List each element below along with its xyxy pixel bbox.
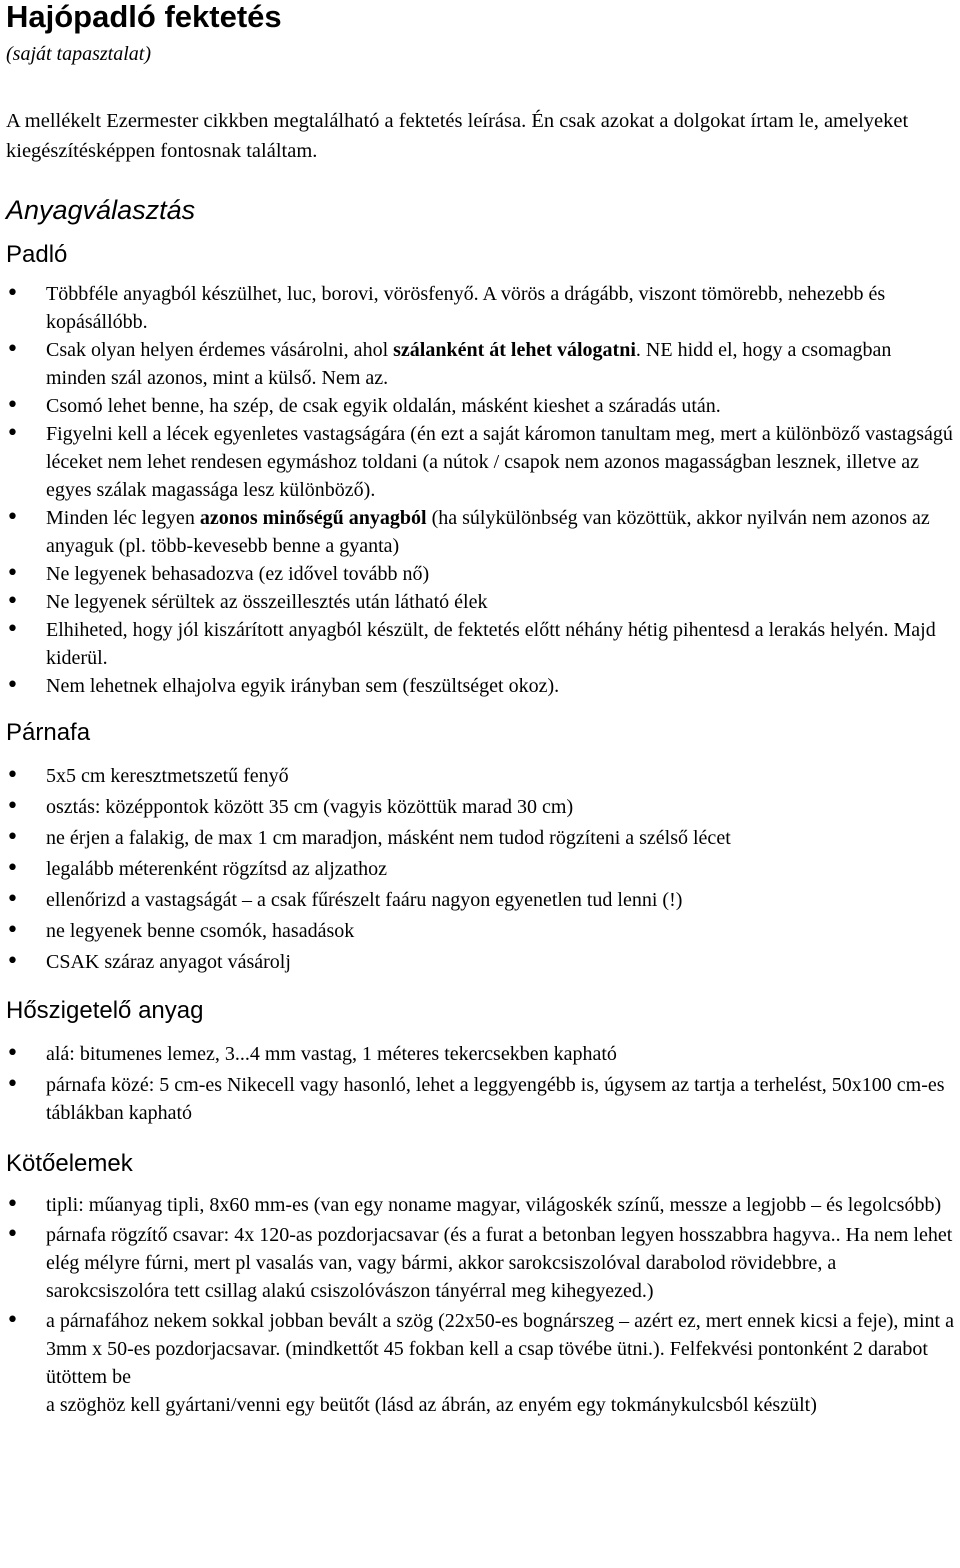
- list-item-text: Minden léc legyen: [46, 507, 200, 529]
- list-item: • a párnafához nekem sokkal jobban bevált a szög (22x50-es bognárszeg – azért ez, mert ennek kicsi a feje), mint a 3mm x 50-es pozdorjacsavar. (mindkettőt 45 fokban kell a csap tövébe ütni.). Felfekvési pontonként 2 darabot ütöttem be: [6, 1307, 954, 1391]
- section-heading-anyagvalasztas: Anyagválasztás: [6, 195, 196, 225]
- list-item: • legalább méterenként rögzítsd az aljzathoz: [6, 855, 954, 883]
- list-item: [6, 336, 954, 392]
- padlo-list: [6, 280, 954, 700]
- list-item: [6, 504, 954, 560]
- parnafa-list: [6, 762, 954, 976]
- list-item: • párnafa közé: 5 cm-es Nikecell vagy hasonló, lehet a leggyengébb is, úgysem az tartja a terhelést, 50x100 cm-es táblákban kapható: [6, 1071, 954, 1127]
- kotoelemek-list: [6, 1191, 954, 1391]
- list-item: • CSAK száraz anyagot vásárolj: [6, 948, 954, 976]
- trailing-paragraph: a szöghöz kell gyártani/venni egy beütőt (lásd az ábrán, az enyém egy tokmánykulcsból készült): [46, 1394, 817, 1416]
- list-item: [6, 588, 954, 616]
- list-item: • ne érjen a falakig, de max 1 cm maradjon, másként nem tudod rögzíteni a szélső lécet: [6, 824, 954, 852]
- list-item: [6, 280, 954, 336]
- list-item-text: Elhiheted, hogy jól kiszárított anyagból készült, de fektetés előtt néhány hétig pihentesd a lerakás helyén. Majd kiderül.: [46, 619, 936, 669]
- hoszigetelo-list: [6, 1040, 954, 1127]
- list-item: • párnafa rögzítő csavar: 4x 120-as pozdorjacsavar (és a furat a betonban legyen hosszabbra hagyva.. Ha nem lehet elég mélyre fúrni, mert pl vasalás van, vagy bármi, akkor sarokcsiszolóval darabolod rövidebbre, a sarokcsiszolóra tett csillag alakú csiszolóvászon tányérral meg kihegyezed.): [6, 1221, 954, 1305]
- emphasis-text: azonos minőségű anyagból: [199, 507, 427, 529]
- heading-kotoelemek: Kötőelemek: [6, 1150, 133, 1177]
- list-item-text: (ha súlykülönbség van közöttük, akkor nyilván nem azonos az anyaguk (pl. több-kevesebb benne a gyanta): [46, 507, 930, 557]
- list-item: [6, 616, 954, 672]
- page-subtitle: (saját tapasztalat): [6, 43, 152, 65]
- list-item: • tipli: műanyag tipli, 8x60 mm-es (van egy noname magyar, világoskék színű, messze a legjobb – és legolcsóbb): [6, 1191, 954, 1219]
- list-item: [6, 672, 954, 700]
- list-item-text: Csomó lehet benne, ha szép, de csak egyik oldalán, másként kieshet a száradás után.: [46, 395, 721, 417]
- list-item: • osztás: középpontok között 35 cm (vagyis közöttük marad 30 cm): [6, 793, 954, 821]
- heading-hoszigetelo: Hőszigetelő anyag: [6, 997, 204, 1024]
- list-item-text: Nem lehetnek elhajolva egyik irányban sem (feszültséget okoz).: [46, 675, 560, 697]
- list-item-text: . NE hidd el, hogy a csomagban minden szál azonos, mint a külső. Nem az.: [46, 339, 892, 389]
- heading-padlo: Padló: [6, 241, 68, 268]
- list-item: • 5x5 cm keresztmetszetű fenyő: [6, 762, 954, 790]
- list-item: [6, 420, 954, 504]
- list-item-text: Többféle anyagból készülhet, luc, borovi, vörösfenyő. A vörös a drágább, viszont tömörebb, nehezebb és kopásállóbb.: [46, 283, 886, 333]
- list-item-text: Ne legyenek behasadozva (ez idővel tovább nő): [46, 563, 430, 585]
- list-item: [6, 560, 954, 588]
- list-item: • ne legyenek benne csomók, hasadások: [6, 917, 954, 945]
- list-item: • alá: bitumenes lemez, 3...4 mm vastag, 1 méteres tekercsekben kapható: [6, 1040, 954, 1068]
- emphasis-text: szálanként át lehet válogatni: [393, 339, 636, 361]
- list-item-text: Ne legyenek sérültek az összeillesztés után látható élek: [46, 591, 488, 613]
- list-item-text: Csak olyan helyen érdemes vásárolni, ahol: [46, 339, 394, 361]
- list-item: • ellenőrizd a vastagságát – a csak fűrészelt faáru nagyon egyenetlen tud lenni (!): [6, 886, 954, 914]
- heading-parnafa: Párnafa: [6, 719, 91, 746]
- list-item: [6, 392, 954, 420]
- intro-paragraph: A mellékelt Ezermester cikkben megtalálható a fektetés leírása. Én csak azokat a dolgokat írtam le, amelyeket kiegészítésképpen fontosnak találtam.: [6, 110, 909, 162]
- page-title: Hajópadló fektetés: [6, 0, 282, 34]
- list-item-text: Figyelni kell a lécek egyenletes vastagságára (én ezt a saját káromon tanultam meg, mert a különböző vastagságú léceket nem lehet rendesen egymáshoz toldani (a nútok / csapok nem azonos magasságban lesznek, illetve az egyes szálak magassága lesz különböző).: [46, 423, 953, 501]
